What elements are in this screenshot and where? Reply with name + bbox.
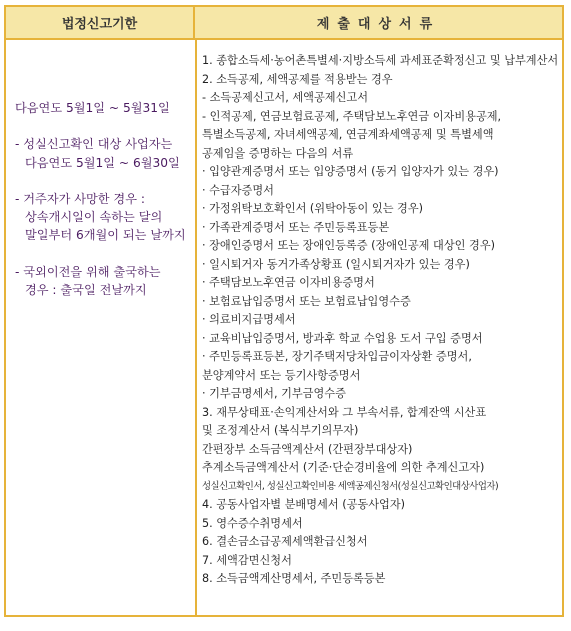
document-line: 8. 소득금액계산명세서, 주민등록등본 (202, 572, 386, 585)
spacer (15, 245, 191, 263)
deadline-line: - 성실신고확인 대상 사업자는 (15, 137, 173, 152)
document-line: · 주민등록표등본, 장기주택저당차입금이자상환 증명서, (202, 350, 472, 363)
column-divider (195, 40, 197, 615)
document-line: · 의료비지급명세서 (202, 313, 296, 326)
document-line: · 기부금명세서, 기부금영수증 (202, 387, 346, 400)
document-line: · 주택담보노후연금 이자비용증명서 (202, 276, 375, 289)
filing-table (4, 5, 564, 617)
spacer (15, 172, 191, 190)
deadline-line: 다음연도 5월1일 ~ 6월30일 (25, 155, 180, 170)
document-line: 분양계약서 또는 등기사항증명서 (202, 368, 361, 382)
document-line: 및 조정계산서 (복식부기의무자) (202, 424, 359, 437)
document-line: - 인적공제, 연금보험료공제, 주택담보노후연금 이자비용공제, (202, 109, 502, 123)
document-line: 간편장부 소득금액계산서 (간편장부대상자) (202, 442, 413, 456)
document-line: · 보험료납입증명서 또는 보험료납입영수증 (202, 294, 411, 308)
document-line: · 장애인증명서 또는 장애인등록증 (장애인공제 대상인 경우) (202, 239, 495, 252)
deadline-cell (15, 99, 191, 299)
document-line: 1. 종합소득세·농어촌특별세·지방소득세 과세표준확정신고 및 납부계산서 (202, 54, 559, 67)
documents-cell (202, 52, 558, 589)
document-line: 6. 결손금소급공제세액환급신청서 (202, 535, 368, 548)
deadline-column-header: 법정신고기한 (6, 7, 195, 40)
deadline-line: 다음연도 5월1일 ~ 5월31일 (15, 101, 170, 115)
document-line: - 소득공제신고서, 세액공제신고서 (202, 91, 369, 104)
deadline-line: - 거주자가 사망한 경우 : (15, 191, 145, 206)
document-line: 추계소득금액계산서 (기준·단순경비율에 의한 추계신고자) (202, 461, 485, 474)
document-line: 3. 재무상태표·손익계산서와 그 부속서류, 합계잔액 시산표 (202, 405, 487, 419)
document-line: · 일시퇴거자 동거가족상황표 (일시퇴거자가 있는 경우) (202, 257, 470, 271)
deadline-line: 말일부터 6개월이 되는 날까지 (25, 228, 186, 243)
document-line: 7. 세액감면신청서 (202, 553, 292, 567)
document-line: 특별소득공제, 자녀세액공제, 연금계좌세액공제 및 특별세액 (202, 128, 494, 141)
deadline-line: 상속개시일이 속하는 달의 (25, 210, 163, 225)
document-line: 성실신고확인서, 성실신고확인비용 세액공제신청서(성실신고확인대상사업자) (202, 480, 499, 492)
document-line: 5. 영수증수취명세서 (202, 516, 303, 530)
document-line: 2. 소득공제, 세액공제를 적용받는 경우 (202, 72, 393, 86)
document-line: · 가정위탁보호확인서 (위탁아동이 있는 경우) (202, 202, 424, 215)
document-line: · 입양관계증명서 또는 입양증명서 (동거 입양자가 있는 경우) (202, 165, 499, 178)
deadline-line: - 국외이전을 위해 출국하는 (15, 264, 161, 279)
documents-column-header: 제출대상서류 (195, 7, 562, 40)
document-line: · 가족관계증명서 또는 주민등록표등본 (202, 220, 390, 234)
spacer (15, 117, 191, 135)
document-line: 4. 공동사업자별 분배명세서 (공동사업자) (202, 498, 405, 511)
document-line: 공제임을 증명하는 다음의 서류 (202, 146, 354, 160)
document-line: · 교육비납입증명서, 방과후 학교 수업용 도서 구입 증명서 (202, 331, 483, 345)
document-line: · 수급자증명서 (202, 183, 274, 197)
deadline-line: 경우 : 출국일 전날까지 (25, 283, 147, 298)
